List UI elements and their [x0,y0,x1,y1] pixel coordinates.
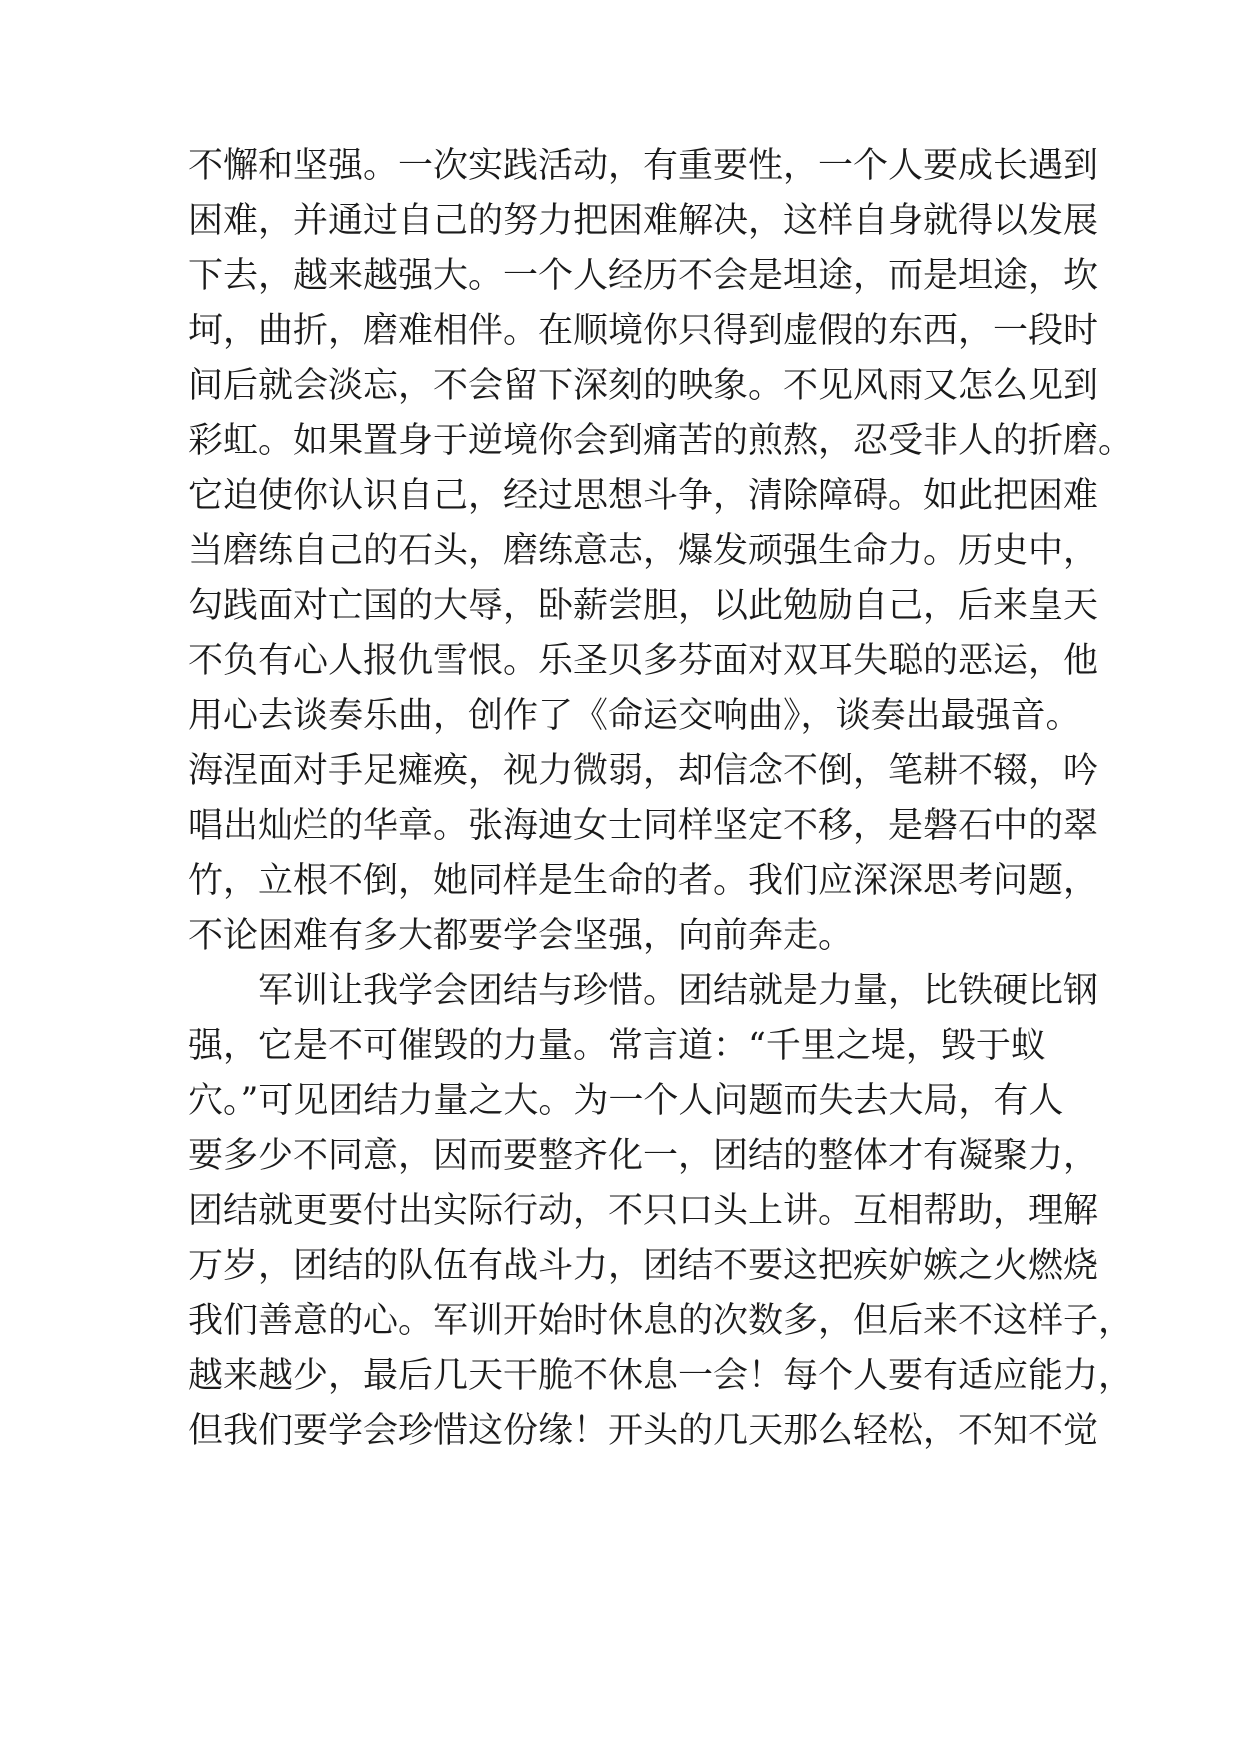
text-line-19: 要多少不同意，因而要整齐化一，团结的整体才有凝聚力， [188,1136,1099,1176]
text-line-14: 竹，立根不倒，她同样是生命的者。我们应深深思考问题， [188,861,1099,901]
text-line-15: 不论困难有多大都要学会坚强，向前奔走。 [188,916,854,956]
text-line-6: 彩虹。如果置身于逆境你会到痛苦的煎熬，忍受非人的折磨。 [188,421,1134,461]
text-line-3: 下去，越来越强大。一个人经历不会是坦途，而是坦途，坎 [188,256,1099,296]
text-line-2: 困难，并通过自己的努力把困难解决，这样自身就得以发展 [188,201,1099,241]
text-line-8: 当磨练自己的石头，磨练意志，爆发顽强生命力。历史中， [188,531,1099,571]
text-line-20: 团结就更要付出实际行动，不只口头上讲。互相帮助，理解 [188,1191,1099,1231]
text-line-18: 穴。”可见团结力量之大。为一个人问题而失去大局，有人 [188,1081,1064,1121]
text-line-1: 不懈和坚强。一次实践活动，有重要性，一个人要成长遇到 [188,146,1099,186]
text-line-7: 它迫使你认识自己，经过思想斗争，清除障碍。如此把困难 [188,476,1099,516]
text-line-9: 勾践面对亡国的大辱，卧薪尝胆，以此勉励自己，后来皇天 [188,586,1099,626]
text-line-13: 唱出灿烂的华章。张海迪女士同样坚定不移，是磐石中的翠 [188,806,1099,846]
text-line-16: 军训让我学会团结与珍惜。团结就是力量，比铁硬比钢 [258,971,1099,1011]
text-line-22: 我们善意的心。军训开始时休息的次数多，但后来不这样子， [188,1301,1134,1341]
text-line-10: 不负有心人报仇雪恨。乐圣贝多芬面对双耳失聪的恶运，他 [188,641,1099,681]
text-line-23: 越来越少，最后几天干脆不休息一会！每个人要有适应能力， [188,1356,1134,1396]
text-line-21: 万岁，团结的队伍有战斗力，团结不要这把疾妒嫉之火燃烧 [188,1246,1099,1286]
text-line-24: 但我们要学会珍惜这份缘！开头的几天那么轻松，不知不觉 [188,1411,1099,1451]
text-line-17: 强，它是不可催毁的力量。常言道：“千里之堤，毁于蚁 [188,1026,1046,1066]
text-line-5: 间后就会淡忘，不会留下深刻的映象。不见风雨又怎么见到 [188,366,1099,406]
text-line-12: 海涅面对手足瘫痪，视力微弱，却信念不倒，笔耕不辍，吟 [188,751,1099,791]
text-line-4: 坷，曲折，磨难相伴。在顺境你只得到虚假的东西，一段时 [188,311,1099,351]
text-line-11: 用心去谈奏乐曲，创作了《命运交响曲》，谈奏出最强音。 [188,696,1081,736]
